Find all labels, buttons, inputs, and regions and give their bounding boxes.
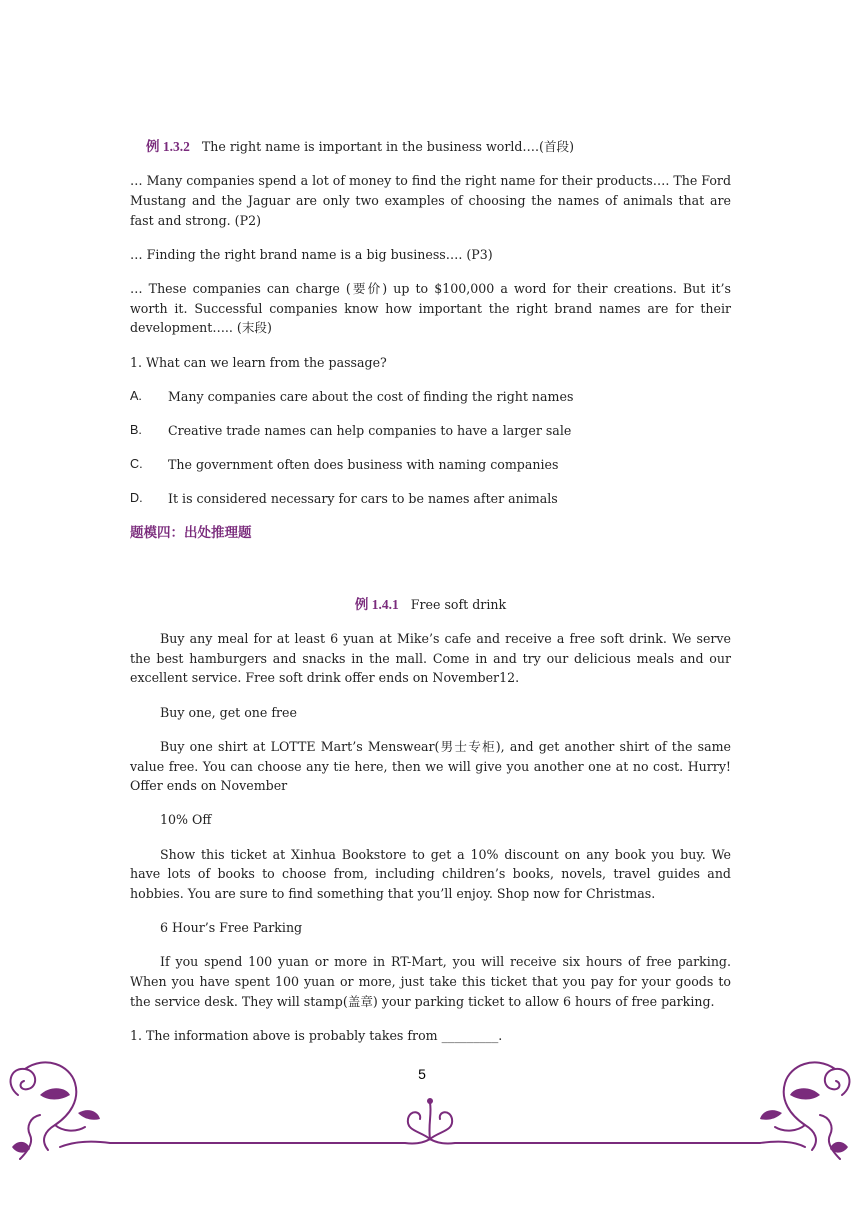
- ad-paragraph-2: Buy one shirt at LOTTE Mart’s Menswear(男士专柜), and get another shirt of the same value free. You can choose any tie here, then we will give you another one at no cost. Hurry! Offer ends on November: [130, 738, 731, 794]
- center-dot: [427, 1098, 433, 1104]
- option-text: The government often does business with naming companies: [168, 457, 559, 473]
- option-b: [130, 421, 731, 441]
- option-d: [130, 489, 731, 509]
- left-leaf: [40, 1088, 70, 1099]
- example-1-3-2-heading: [130, 137, 731, 157]
- option-c: [130, 455, 731, 475]
- question-information-source: 1. The information above is probably takes from _________.: [130, 1028, 503, 1044]
- footer-rule: [60, 1139, 805, 1147]
- option-letter: D.: [130, 491, 143, 506]
- spacer: [130, 558, 731, 595]
- option-letter: C.: [130, 457, 143, 472]
- center-scroll-right: [430, 1112, 452, 1139]
- example-label: 例 1.4.1: [354, 596, 399, 612]
- ad-paragraph-4: If you spend 100 yuan or more in RT-Mart, you will receive six hours of free parking. When you have spent 100 yuan or more, just take this ticket that you pay for your goods to the service desk. They will stamp(盖章) your parking ticket to allow 6 hours of free parking.: [130, 954, 731, 1009]
- option-a: [130, 387, 731, 407]
- left-vine: [25, 1062, 76, 1150]
- ad-heading-3: 10% Off: [160, 812, 212, 828]
- example-first-line: The right name is important in the business world….(首段): [201, 139, 575, 154]
- option-text: Many companies care about the cost of finding the right names: [168, 388, 574, 404]
- right-vine: [784, 1062, 835, 1150]
- ad-heading-4: 6 Hour’s Free Parking: [160, 920, 303, 936]
- example-title: Free soft drink: [410, 596, 507, 612]
- example-label: 例 1.3.2: [146, 139, 190, 154]
- passage-paragraph-3: … Finding the right brand name is a big business…. (P3): [130, 246, 493, 262]
- left-swirl: [11, 1069, 36, 1095]
- passage-last-paragraph: … These companies can charge (要价) up to $100,000 a word for their creations. But it’s worth it. Successful companies know how important the right brand names are for their development….. (末段): [130, 281, 731, 336]
- ad-heading-2: Buy one, get one free: [160, 704, 297, 720]
- section-heading: 题模四：出处推理题: [130, 524, 252, 541]
- option-text: Creative trade names can help companies to have a larger sale: [168, 423, 572, 439]
- example-1-4-1-heading: [130, 595, 731, 615]
- option-letter: A.: [130, 388, 142, 403]
- option-letter: B.: [130, 423, 142, 438]
- ad-paragraph-3: Show this ticket at Xinhua Bookstore to get a 10% discount on any book you buy. We have lots of books to choose from, including children’s books, novels, travel guides and hobbies. You are sure to find something that you’ll enjoy. Shop now for Christmas.: [130, 846, 731, 902]
- center-scroll-left: [408, 1112, 430, 1139]
- document-body: [130, 137, 731, 1060]
- option-text: It is considered necessary for cars to be names after animals: [168, 491, 558, 507]
- question-1: 1. What can we learn from the passage?: [130, 354, 387, 370]
- right-leaf: [790, 1088, 820, 1099]
- ad-paragraph-1: Buy any meal for at least 6 yuan at Mike’s cafe and receive a free soft drink. We serve the best hamburgers and snacks in the mall. Come in and try our delicious meals and our excellent service. Free soft drink offer ends on November12.: [130, 631, 731, 686]
- page-number: 5: [418, 1066, 426, 1082]
- right-swirl: [825, 1069, 850, 1095]
- passage-paragraph-2: … Many companies spend a lot of money to find the right name for their products…. The Ford Mustang and the Jaguar are only two examples of choosing the names of animals that are fast and strong. (P2): [130, 173, 732, 228]
